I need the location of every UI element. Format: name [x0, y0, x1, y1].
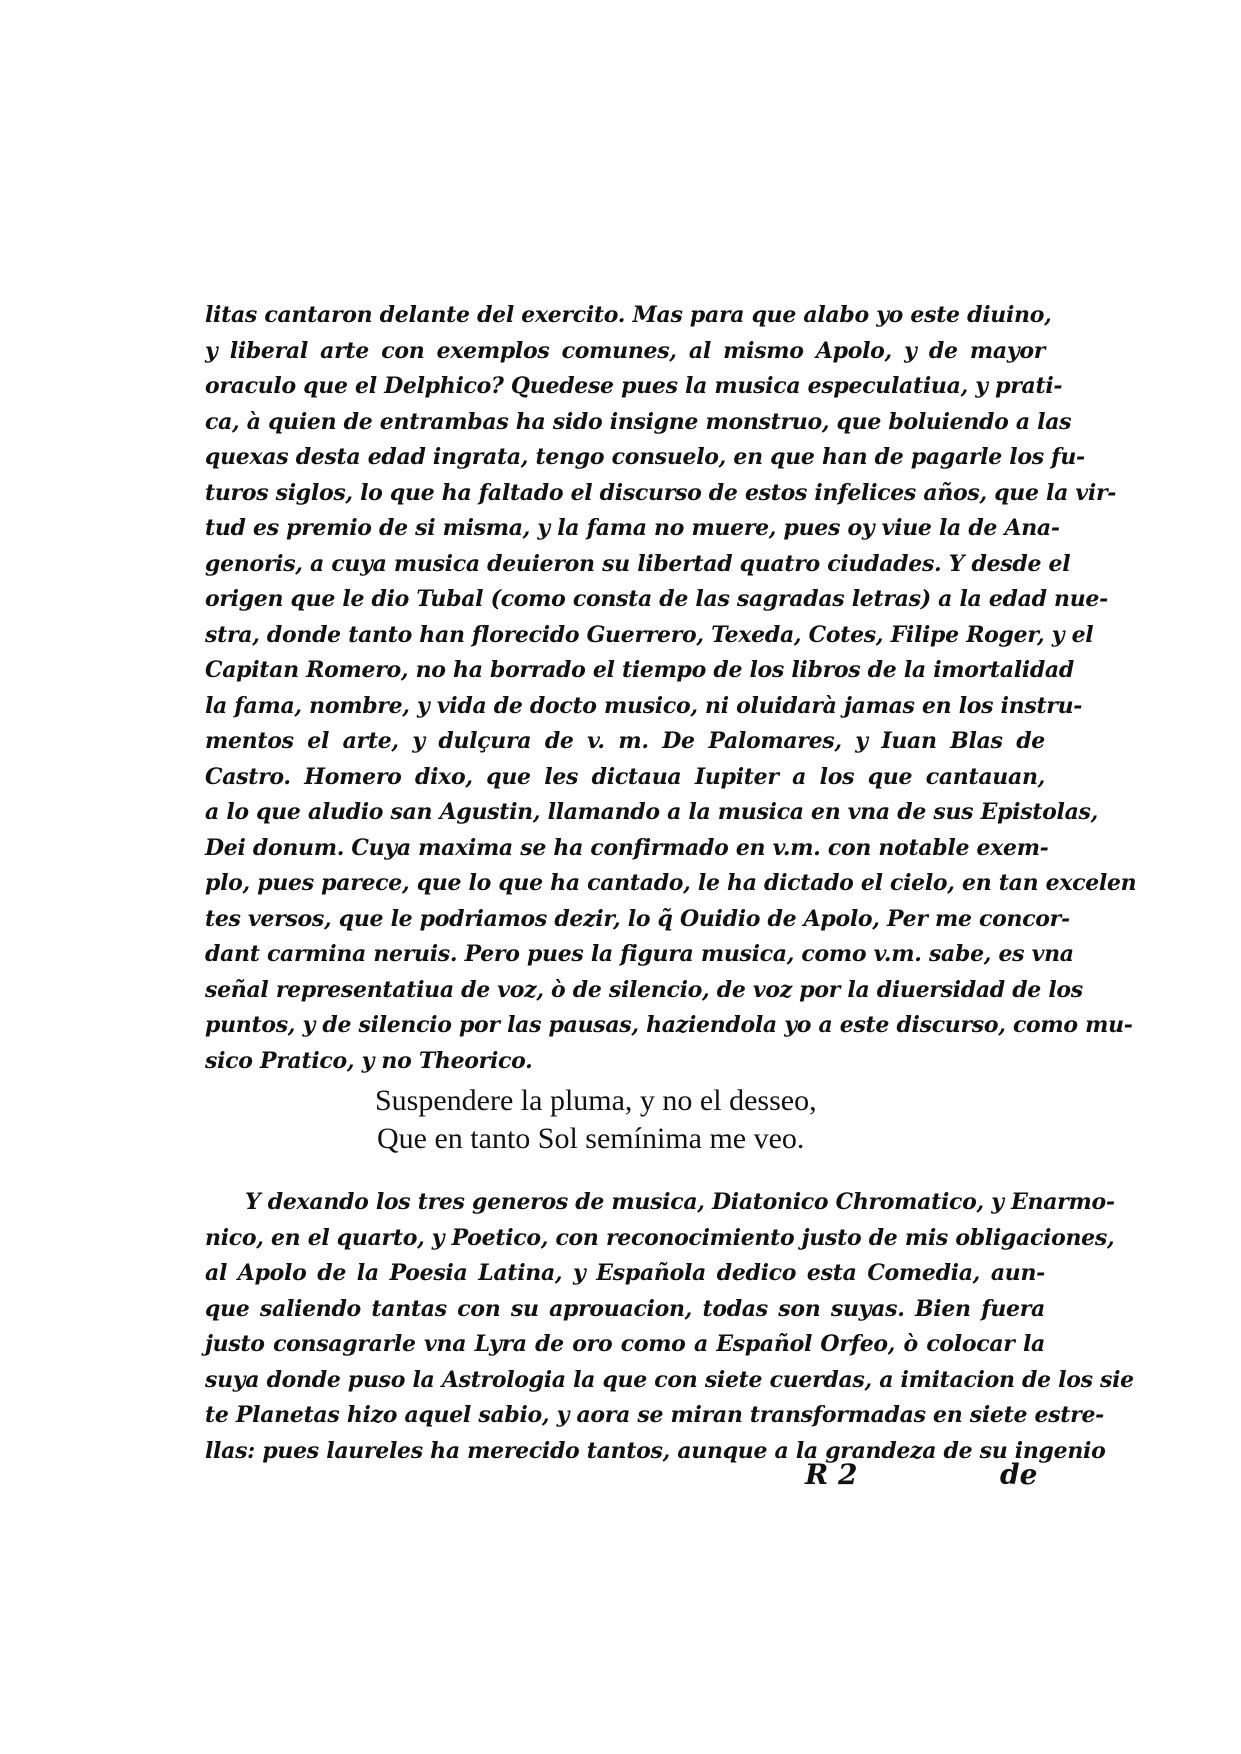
- text-line: quexas desta edad ingrata, tengo consuelo, en que han de pagarle los fu-: [205, 444, 1085, 470]
- text-line: mentos el arte, y dulçura de v. m. De Palomares, y Iuan Blas de: [205, 728, 1045, 754]
- text-line: al Apolo de la Poesia Latina, y Española dedico esta Comedia, aun-: [205, 1260, 1045, 1286]
- text-line: te Planetas hizo aquel sabio, y aora se miran transformadas en siete estre-: [205, 1402, 1104, 1428]
- catchword: de: [1000, 1458, 1038, 1491]
- text-line: tud es premio de si misma, y la fama no muere, pues oy viue la de Ana-: [205, 515, 1060, 541]
- signature-mark: R 2: [805, 1458, 858, 1491]
- text-line: ca, à quien de entrambas ha sido insigne monstruo, que boluiendo a las: [205, 408, 1072, 435]
- text-line: dant carmina neruis. Pero pues la figura musica, como v.m. sabe, es vna: [205, 941, 1074, 967]
- text-line: que saliendo tantas con su aprouacion, todas son suyas. Bien fuera: [205, 1295, 1045, 1322]
- text-line: Castro. Homero dixo, que les dictaua Iupiter a los que cantauan,: [205, 763, 1045, 790]
- text-line: tes versos, que le podriamos dezir, lo q̃ Ouidio de Apolo, Per me concor-: [205, 905, 1070, 932]
- verse-couplet: [375, 1082, 975, 1158]
- text-line: puntos, y de silencio por las pausas, haziendola yo a este discurso, como mu-: [205, 1012, 1133, 1038]
- text-line: Y dexando los tres generos de musica, Diatonico Chromatico, y Enarmo-: [245, 1189, 1115, 1215]
- text-line: justo consagrarle vna Lyra de oro como a Español Orfeo, ò colocar la: [205, 1331, 1045, 1357]
- text-line: plo, pues parece, que lo que ha cantado, le ha dictado el cielo, en tan excelen: [205, 870, 1137, 896]
- text-line: suya donde puso la Astrologia la que con siete cuerdas, a imitacion de los sie: [205, 1366, 1134, 1393]
- text-line: Capitan Romero, no ha borrado el tiempo de los libros de la imortalidad: [205, 657, 1074, 683]
- paragraph-two: [205, 1185, 1134, 1469]
- text-line: turos siglos, lo que ha faltado el discurso de estos infelices años, que la vir-: [205, 479, 1117, 506]
- text-line: y liberal arte con exemplos comunes, al mismo Apolo, y de mayor: [205, 337, 1045, 364]
- text-line: nico, en el quarto, y Poetico, con reconocimiento justo de mis obligaciones,: [205, 1224, 1115, 1251]
- text-line: llas: pues laureles ha merecido tantos, aunque a la grandeza de su ingenio: [205, 1437, 1106, 1464]
- text-line: stra, donde tanto han florecido Guerrero, Texeda, Cotes, Filipe Roger, y el: [205, 621, 1094, 648]
- text-line: Dei donum. Cuya maxima se ha confirmado en v.m. con notable exem-: [205, 834, 1049, 861]
- text-line: origen que le dio Tubal (como consta de las sagradas letras) a la edad nue-: [205, 586, 1108, 612]
- text-line: señal representatiua de voz, ò de silencio, de voz por la diuersidad de los: [205, 976, 1083, 1003]
- text-line: genoris, a cuya musica deuieron su libertad quatro ciudades. Y desde el: [205, 550, 1071, 577]
- text-line: sico Pratico, y no Theorico.: [205, 1047, 533, 1074]
- text-line: oraculo que el Delphico? Quedese pues la musica especulatiua, y prati-: [205, 373, 1063, 399]
- verse-line: Suspendere la pluma, y no el desseo,: [375, 1084, 817, 1117]
- paragraph-one: [205, 298, 1137, 1079]
- verse-line: Que en tanto Sol semínima me veo.: [377, 1122, 805, 1155]
- text-line: litas cantaron delante del exercito. Mas para que alabo yo este diuino,: [205, 302, 1052, 328]
- text-line: a lo que aludio san Agustin, llamando a la musica en vna de sus Epistolas,: [205, 799, 1099, 825]
- text-line: la fama, nombre, y vida de docto musico, ni oluidarà jamas en los instru-: [205, 692, 1083, 719]
